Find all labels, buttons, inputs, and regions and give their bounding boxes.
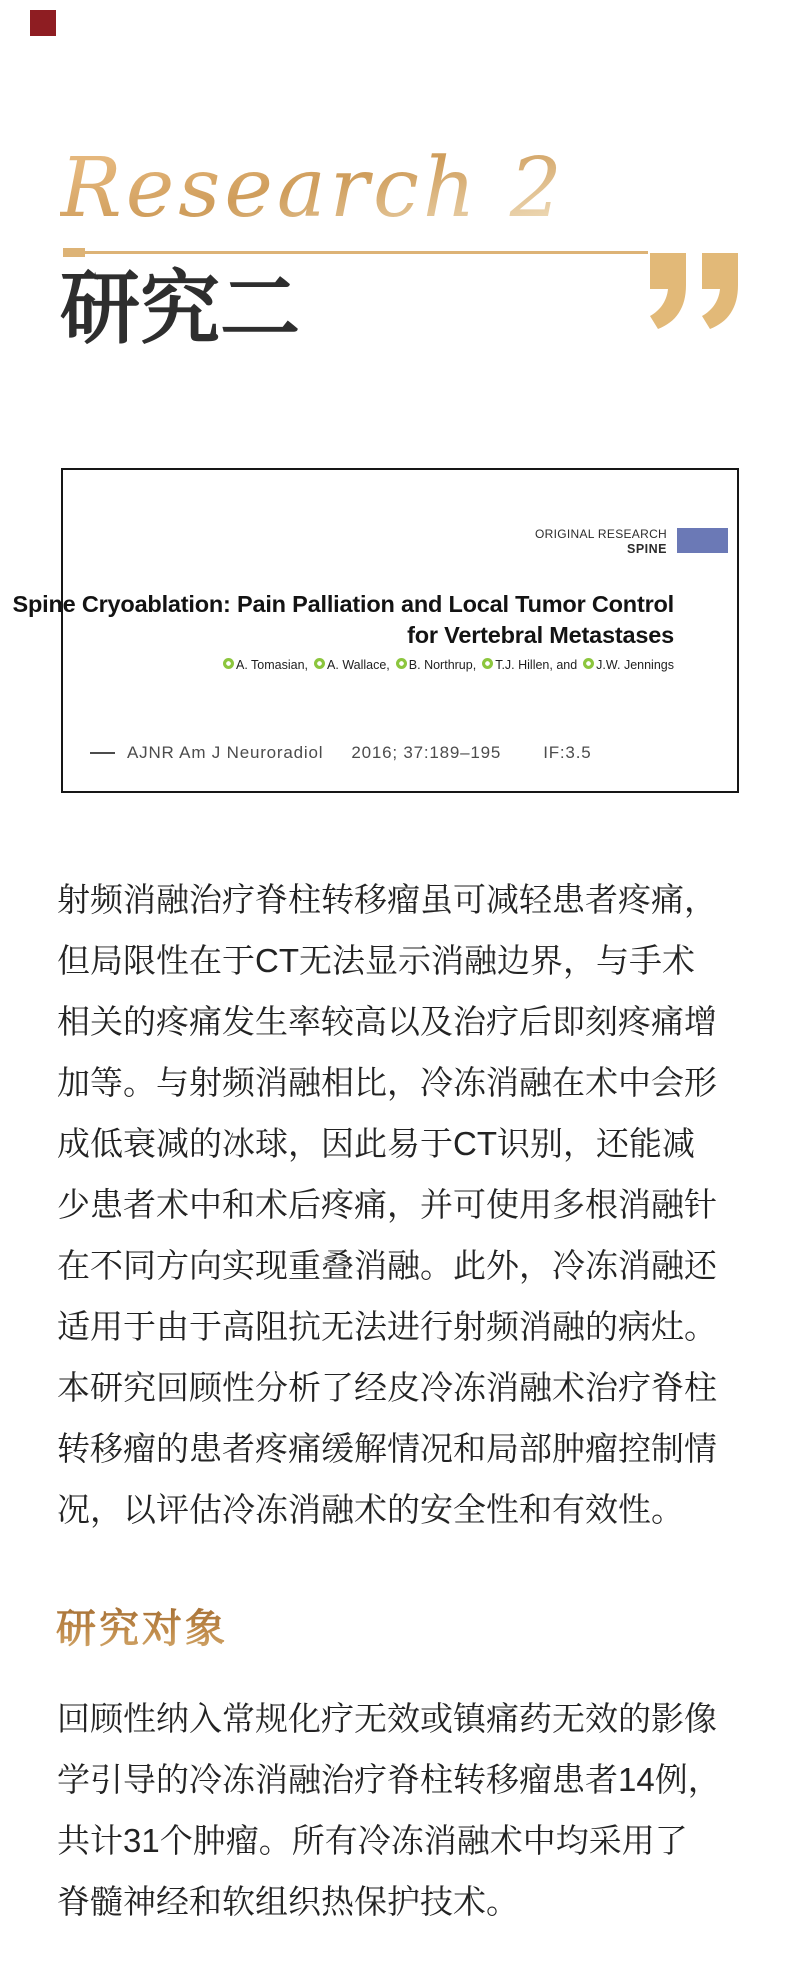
author-item [223,658,308,672]
article-title-line2: for Vertebral Metastases [407,622,674,648]
author-name: B. Northrup, [408,658,477,672]
paragraph-overview [57,869,717,1540]
body-text-line: 脊髓神经和软组织热保护技术。 [57,1883,519,1920]
body-text-line: 本研究回顾性分析了经皮冷冻消融术治疗脊柱 [57,1369,717,1406]
body-text-line: 在不同方向实现重叠消融。此外，冷冻消融还 [57,1247,717,1284]
corner-decor-square [30,10,56,36]
author-item [314,658,390,672]
journal-color-badge [677,528,728,553]
citation-issue: 2016; 37:189–195 [351,743,502,762]
citation-line [90,743,591,763]
section-title-cn: 研究二 [60,266,300,354]
orcid-icon [482,658,493,669]
body-text-line: 少患者术中和术后疼痛，并可使用多根消融针 [57,1186,717,1223]
author-name: J.W. Jennings [596,658,674,672]
article-title [13,589,674,651]
journal-name: AJNR Am J Neuroradiol [127,743,324,762]
author-item [482,658,577,672]
body-text-line: 加等。与射频消融相比，冷冻消融在术中会形 [57,1064,717,1101]
author-name: A. Wallace, [327,658,390,672]
body-text-line: 成低衰减的冰球，因此易于CT识别，还能减 [57,1125,695,1162]
journal-eyebrow-row [535,528,728,556]
article-title-line1: Spine Cryoablation: Pain Palliation and Local Tumor Control [12,591,674,617]
body-text-line: 共计31个肿瘤。所有冷冻消融术中均采用了 [57,1822,688,1859]
body-text-line: 相关的疼痛发生率较高以及治疗后即刻疼痛增 [57,1003,717,1040]
journal-article-card [12,468,739,793]
journal-section-label: SPINE [626,542,667,556]
body-text-line: 射频消融治疗脊柱转移瘤虽可减轻患者疼痛， [57,881,717,918]
gold-divider-cap [63,248,85,257]
journal-eyebrow-text [535,528,667,556]
body-text-line: 转移瘤的患者疼痛缓解情况和局部肿瘤控制情 [57,1430,717,1467]
body-text-line: 学引导的冷冻消融治疗脊柱转移瘤患者14例， [57,1761,721,1798]
paragraph-study-subjects [57,1688,721,1932]
author-item [396,658,476,672]
orcid-icon [314,658,325,669]
orcid-icon [223,658,234,669]
author-name: T.J. Hillen, and [495,658,578,672]
orcid-icon [583,658,594,669]
journal-eyebrow-label: ORIGINAL RESEARCH [534,527,667,541]
body-text-line: 回顾性纳入常规化疗无效或镇痛药无效的影像 [57,1700,717,1737]
citation-dash [90,752,115,754]
section-heading-study-subjects: 研究对象 [56,1606,228,1651]
impact-factor: IF:3.5 [543,743,592,762]
gold-divider-line [63,251,648,254]
quotation-marks-icon [650,253,738,329]
author-item [583,658,674,672]
body-text-line: 况，以评估冷冻消融术的安全性和有效性。 [57,1491,684,1528]
body-text-line: 适用于由于高阻抗无法进行射频消融的病灶。 [57,1308,717,1345]
orcid-icon [396,658,407,669]
article-authors [223,658,674,672]
author-name: A. Tomasian, [236,658,309,672]
body-text-line: 但局限性在于CT无法显示消融边界，与手术 [57,942,695,979]
section-script-title: Research 2 [60,141,566,236]
